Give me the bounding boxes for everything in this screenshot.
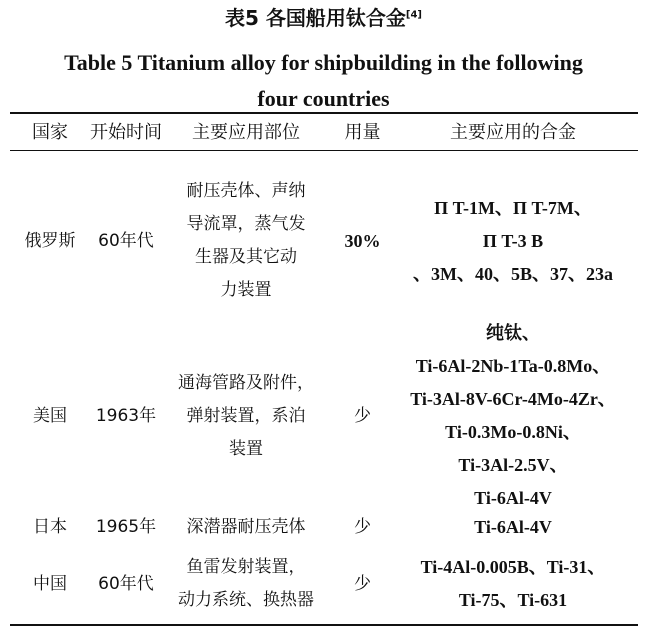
alloys-cell — [388, 547, 638, 621]
amount-cell — [335, 510, 390, 544]
cell-line: 耐压壳体、声纳 — [186, 181, 306, 201]
cell-line: Ti-3Al-2.5V、 — [458, 455, 568, 475]
cell-line: 中国 — [33, 573, 67, 594]
parts-cell — [172, 510, 320, 544]
cell-line: 生器及其它动 — [195, 247, 297, 267]
cell-line: 少 — [354, 516, 371, 537]
table-row — [0, 316, 647, 516]
cell-line: 纯钛、 — [486, 323, 540, 343]
header-rule — [10, 150, 638, 151]
cell-line: 动力系统、换热器 — [178, 590, 314, 610]
cell-line: 60年代 — [98, 230, 154, 251]
country-cell — [10, 547, 90, 621]
cell-line: Ti-75、Ti-631 — [458, 590, 568, 610]
bottom-rule — [10, 624, 638, 626]
table-row — [0, 166, 647, 316]
amount-cell — [335, 166, 390, 316]
parts-cell — [172, 166, 320, 316]
amount-cell — [335, 547, 390, 621]
table-title-en-cont: four countries — [257, 86, 390, 111]
cell-line: 1965年 — [95, 516, 157, 537]
cell-line: 少 — [354, 573, 371, 594]
parts-cell — [172, 316, 320, 516]
header-parts: 主要应用部位 — [192, 122, 300, 143]
cell-line: 美国 — [33, 405, 67, 426]
cell-line: 60年代 — [98, 573, 154, 594]
start-cell — [80, 166, 172, 316]
cell-line: 少 — [354, 405, 371, 426]
alloys-cell — [388, 510, 638, 544]
cell-line: 弹射装置，系泊 — [186, 405, 306, 426]
table-title-en: Table 5 Titanium alloy for shipbuilding in the following — [64, 50, 583, 75]
top-rule — [10, 112, 638, 114]
header-country: 国家 — [32, 122, 68, 143]
header-alloys: 主要应用的合金 — [450, 122, 576, 143]
cell-line: Π T-3 B — [482, 230, 544, 251]
cell-line: 力装置 — [220, 280, 272, 300]
cell-line: Ti-3Al-8V-6Cr-4Mo-4Zr、 — [410, 389, 616, 409]
cell-line: 俄罗斯 — [24, 230, 76, 251]
cell-line: 导流罩，蒸气发 — [186, 214, 306, 234]
amount-cell — [335, 316, 390, 516]
alloys-cell — [388, 166, 638, 316]
table-title-cn: 表5 各国船用钛合金[4] — [225, 6, 422, 30]
cell-line: 30% — [344, 230, 381, 251]
cell-line: Ti-6Al-4V — [474, 488, 552, 508]
header-amount: 用量 — [344, 122, 381, 143]
cell-line: 鱼雷发射装置， — [186, 557, 306, 577]
cell-line: 日本 — [33, 516, 67, 537]
header-start: 开始时间 — [90, 122, 162, 143]
cell-line: 通海管路及附件， — [178, 372, 314, 393]
country-cell — [10, 166, 90, 316]
cell-line: Ti-6Al-2Nb-1Ta-0.8Mo、 — [415, 356, 611, 376]
country-cell — [10, 510, 90, 544]
start-cell — [80, 547, 172, 621]
cell-line: Π T-1M、Π T-7M、 — [434, 197, 592, 218]
table-row — [0, 547, 647, 621]
cell-line: 1963年 — [95, 405, 157, 426]
cell-line: 、3M、40、5B、37、23a — [413, 263, 613, 284]
cell-line: Ti-0.3Mo-0.8Ni、 — [445, 422, 581, 442]
parts-cell — [172, 547, 320, 621]
alloys-cell — [388, 316, 638, 516]
start-cell — [80, 316, 172, 516]
cell-line: Ti-6Al-4V — [474, 516, 552, 537]
cell-line: 装置 — [229, 438, 263, 459]
cell-line: 深潜器耐压壳体 — [186, 516, 306, 537]
table-row — [0, 510, 647, 544]
start-cell — [80, 510, 172, 544]
cell-line: Ti-4Al-0.005B、Ti-31、 — [420, 557, 606, 577]
country-cell — [10, 316, 90, 516]
